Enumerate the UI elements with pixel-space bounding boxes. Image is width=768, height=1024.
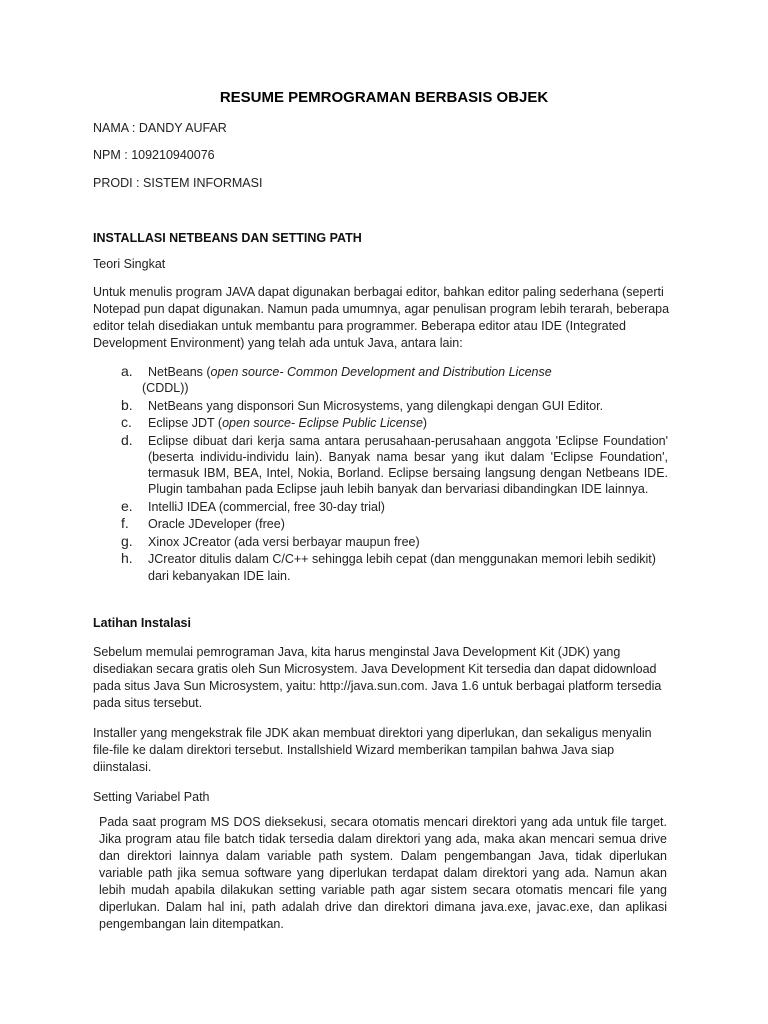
list-item-text: Oracle JDeveloper (free) (148, 517, 285, 532)
list-item-text-end: ) (422, 416, 428, 431)
list-marker: b. (121, 396, 133, 413)
list-item-text: JCreator ditulis dalam C/C++ sehingga lebih cepat (dan menggunakan memori lebih sedikit) dari kebanyakan IDE lain. (148, 552, 656, 583)
list-item (121, 550, 668, 583)
list-item-italic: open source- Common Development and Distribution License (210, 365, 552, 379)
paragraph-intro: Untuk menulis program JAVA dapat digunakan berbagai editor, bahkan editor paling sederhana (seperti Notepad pun dapat digunakan. Namun pada umumnya, agar penulisan program lebih terarah, beberapa editor telah disediakan untuk membantu para programmer. Beberapa editor atau IDE (Integrated Development Environment) yang telah ada untuk Java, antara lain: (93, 285, 670, 350)
list-marker: e. (121, 497, 133, 514)
list-item (121, 396, 668, 414)
list-marker: f. (121, 515, 129, 532)
subheading-teori-singkat: Teori Singkat (93, 257, 166, 271)
list-item (121, 414, 668, 431)
list-item-text: Xinox JCreator (ada versi berbayar maupun free) (148, 534, 420, 549)
list-item-text: Eclipse dibuat dari kerja sama antara perusahaan-perusahaan anggota 'Eclipse Foundation' (beserta individu-individu lain). Banyak nama besar yang ikut dalam 'Eclipse Foundation', termasuk IBM, BEA, Intel, Nokia, Borland. Eclipse bersaing langsung dengan Netbeans IDE. Plugin tambahan pada Eclipse jauh lebih banyak dan bervariasi dibandingkan IDE lainnya. (148, 433, 668, 497)
student-npm: NPM : 109210940076 (93, 148, 215, 162)
list-item (121, 497, 668, 515)
paragraph-installer: Installer yang mengekstrak file JDK akan membuat direktori yang diperlukan, dan sekaligus menyalin file-file ke dalam direktori tersebut. Installshield Wizard memberikan tampilan bahwa Java siap diinstalasi. (93, 726, 652, 774)
paragraph-jdk: Sebelum memulai pemrograman Java, kita harus menginstal Java Development Kit (JDK) yang disediakan secara gratis oleh Sun Microsystem. Java Development Kit tersedia dan dapat didownload pada situs Java Sun Microsystem, yaitu: http://java.sun.com. Java 1.6 untuk berbagai platform tersedia pada situs tersebut. (93, 645, 662, 710)
document-title: RESUME PEMROGRAMAN BERBASIS OBJEK (219, 89, 549, 106)
student-prodi: PRODI : SISTEM INFORMASI (93, 176, 263, 190)
list-item (121, 515, 668, 532)
list-marker: c. (121, 414, 132, 431)
list-item-italic: open source- Eclipse Public License (222, 416, 423, 431)
student-name: NAMA : DANDY AUFAR (93, 121, 227, 135)
list-marker: h. (121, 550, 133, 567)
list-item (121, 363, 668, 396)
list-item-text: NetBeans yang disponsori Sun Microsystems, yang dilengkapi dengan GUI Editor. (148, 398, 604, 413)
list-item-text: Eclipse JDT ( (148, 416, 223, 431)
section-heading-installasi: INSTALLASI NETBEANS DAN SETTING PATH (93, 231, 362, 245)
ide-list (121, 363, 668, 585)
list-item (121, 532, 668, 550)
list-item (121, 431, 668, 498)
list-item-continuation: (CDDL)) (142, 381, 189, 396)
list-item-text: IntelliJ IDEA (commercial, free 30-day trial) (148, 499, 385, 514)
section-heading-latihan: Latihan Instalasi (93, 616, 191, 630)
list-marker: g. (121, 532, 133, 549)
list-marker: d. (121, 431, 133, 448)
paragraph-path: Pada saat program MS DOS dieksekusi, secara otomatis mencari direktori yang ada untuk file target. Jika program atau file batch tidak tersedia dalam direktori yang ada, maka akan mencari semua drive dan direktori lainnya dalam variable path system. Dalam pengembangan Java, tidak diperlukan variable path jika semua software yang diperlukan terdapat dalam direktori yang ada. Namun akan lebih mudah apabila dilakukan setting variable path agar sistem secara otomatis mencari file yang diperlukan. Dalam hal ini, path adalah drive dan direktori dimana java.exe, javac.exe, dan aplikasi pengembangan lain ditempatkan. (99, 815, 667, 931)
subheading-setting-path: Setting Variabel Path (93, 790, 210, 804)
list-marker: a. (121, 363, 133, 379)
list-item-text: NetBeans ( (148, 365, 211, 379)
